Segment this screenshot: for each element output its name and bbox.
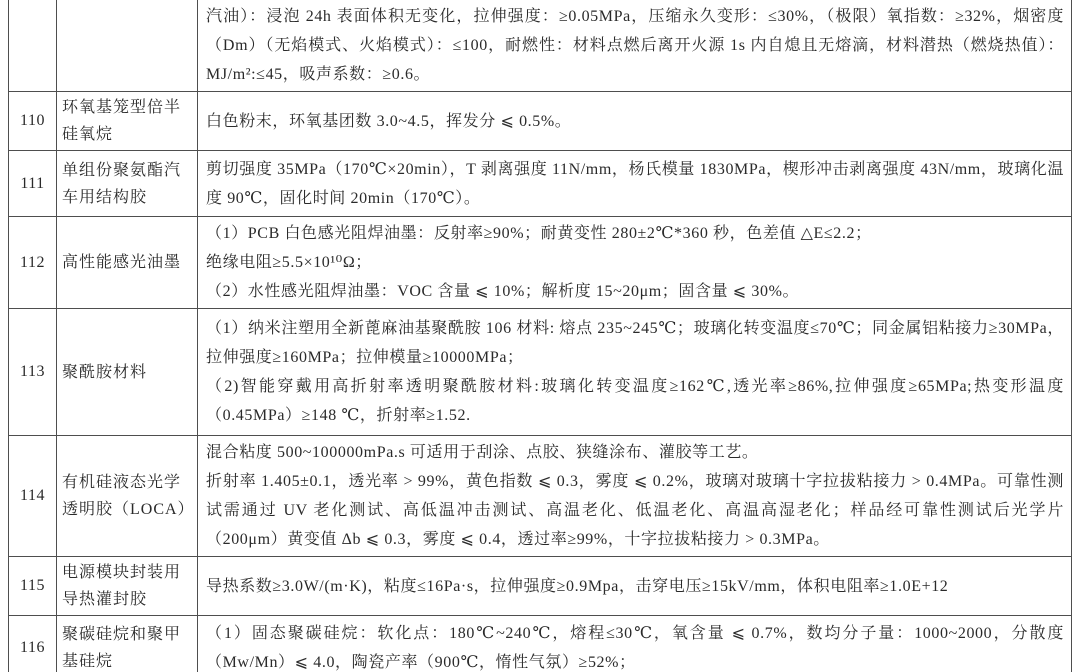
- row-number: 111: [9, 151, 57, 216]
- row-number: [9, 0, 57, 91]
- spec-paragraph: 导热系数≥3.0W/(m·K)，粘度≤16Pa·s，拉伸强度≥0.9Mpa，击穿电压≥15kV/mm，体积电阻率≥1.0E+12: [206, 577, 949, 595]
- table-row-112: [9, 216, 1071, 308]
- spec-description: [198, 151, 1071, 216]
- spec-paragraph: 白色粉末，环氧基团数 3.0~4.5，挥发分 ⩽ 0.5%。: [206, 112, 572, 130]
- spec-description: [198, 436, 1071, 556]
- material-name: 电源模块封装用导热灌封胶: [57, 557, 198, 615]
- table-row-114: [9, 435, 1071, 556]
- table-row-115: [9, 556, 1071, 615]
- row-number: 115: [9, 557, 57, 615]
- spec-paragraph: 汽油）：浸泡 24h 表面体积无变化，拉伸强度：≥0.05MPa，压缩永久变形：≤30%，（极限）氧指数：≥32%，烟密度（Dm）（无焰模式、火焰模式）：≤100，耐燃性：材料点燃后离开火源 1s 内自熄且无熔滴，材料潜热（燃烧热值）：MJ/m²:≤45，吸声系数：≥0.6。: [206, 8, 1064, 83]
- material-name: 有机硅液态光学透明胶（LOCA）: [57, 436, 198, 556]
- spec-paragraph: 折射率 1.405±0.1，透光率 > 99%，黄色指数 ⩽ 0.3，雾度 ⩽ 0.2%，玻璃对玻璃十字拉拔粘接力 > 0.4MPa。可靠性测试需通过 UV 老化测试、高低温冲击测试、高温老化、低温老化、高温高湿老化；样品经可靠性测试后光学片（200μm）黄变值 Δb ⩽ 0.3，雾度 ⩽ 0.4，透过率≥99%，十字拉拔粘接力 > 0.3MPa。: [206, 473, 1064, 548]
- spec-description: [198, 557, 1071, 615]
- spec-paragraph: 混合粘度 500~100000mPa.s 可适用于刮涂、点胶、狭缝涂布、灌胶等工艺。: [206, 444, 759, 461]
- material-name: 聚碳硅烷和聚甲基硅烷: [57, 616, 198, 672]
- row-number: 116: [9, 616, 57, 672]
- row-number: 110: [9, 92, 57, 150]
- table-row-113: [9, 308, 1071, 435]
- spec-paragraph: 剪切强度 35MPa（170℃×20min），T 剥离强度 11N/mm，杨氏模量 1830MPa，楔形冲击剥离强度 43N/mm，玻璃化温度 90℃，固化时间 20min（170℃）。: [206, 160, 1064, 207]
- table-row-111: [9, 150, 1071, 216]
- spec-description: [198, 217, 1071, 308]
- table-row-110: [9, 91, 1071, 150]
- material-name: [57, 0, 198, 91]
- spec-description: [198, 0, 1071, 91]
- spec-description: [198, 616, 1071, 672]
- materials-spec-table: [8, 0, 1072, 672]
- material-name: 环氧基笼型倍半硅氧烷: [57, 92, 198, 150]
- spec-paragraph: （2）水性感光阻焊油墨：VOC 含量 ⩽ 10%；解析度 15~20μm；固含量 ⩽ 30%。: [206, 283, 800, 300]
- spec-description: [198, 309, 1071, 435]
- spec-description: [198, 92, 1071, 150]
- row-number: 113: [9, 309, 57, 435]
- spec-paragraph: 绝缘电阻≥5.5×10¹⁰Ω；: [206, 254, 372, 271]
- spec-paragraph: （1）纳米注塑用全新蓖麻油基聚酰胺 106 材料: 熔点 235~245℃；玻璃化转变温度≤70℃；同金属铝粘接力≥30MPa，拉伸强度≥160MPa；拉伸模量≥10000MPa；: [206, 320, 1064, 366]
- material-name: 聚酰胺材料: [57, 309, 198, 435]
- table-row-116: [9, 615, 1071, 672]
- spec-paragraph: （2)智能穿戴用高折射率透明聚酰胺材料:玻璃化转变温度≥162℃,透光率≥86%,拉伸强度≥65MPa;热变形温度（0.45MPa）≥148 ℃，折射率≥1.52.: [206, 378, 1064, 424]
- material-name: 单组份聚氨酯汽车用结构胶: [57, 151, 198, 216]
- row-number: 114: [9, 436, 57, 556]
- row-number: 112: [9, 217, 57, 308]
- spec-paragraph: （1）固态聚碳硅烷：软化点：180℃~240℃，熔程≤30℃，氧含量 ⩽ 0.7%，数均分子量：1000~2000，分散度（Mw/Mn）⩽ 4.0，陶瓷产率（900℃，惰性气氛）≥52%；: [206, 625, 1064, 671]
- spec-paragraph: （1）PCB 白色感光阻焊油墨：反射率≥90%；耐黄变性 280±2℃*360 秒，色差值 △E≤2.2；: [206, 225, 872, 242]
- material-name: 高性能感光油墨: [57, 217, 198, 308]
- table-row-continuation: [9, 0, 1071, 91]
